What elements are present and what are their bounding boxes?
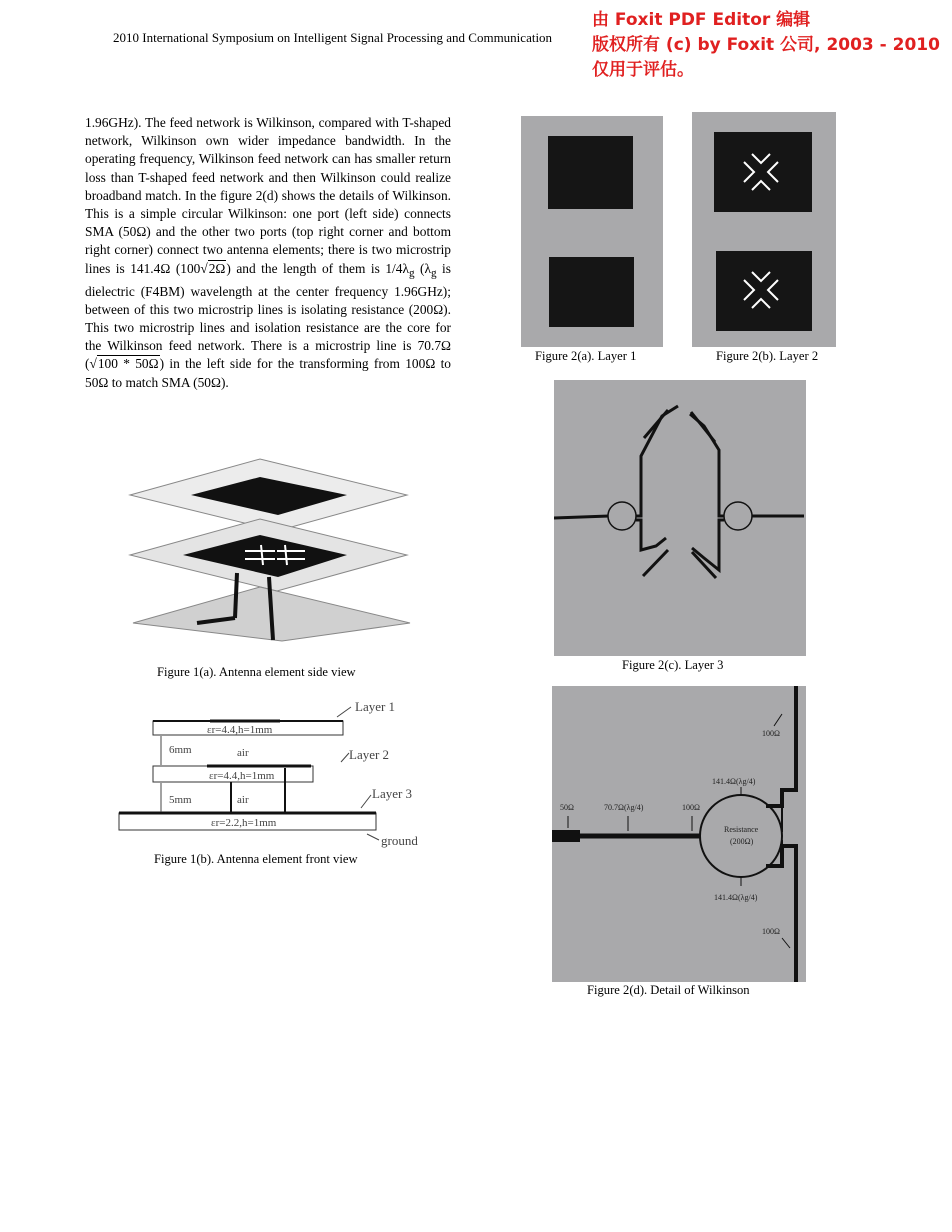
fig1b-front-view <box>115 695 445 855</box>
layer3-label: Layer 3 <box>372 786 413 801</box>
gap-5mm: 5mm <box>169 794 192 806</box>
patch-slotted-bottom <box>716 251 812 331</box>
fig1a-side-view <box>125 455 415 645</box>
label-100-mid: 100Ω <box>682 803 700 812</box>
fig2b-layer2 <box>692 112 836 347</box>
fig1b-caption: Figure 1(b). Antenna element front view <box>154 852 358 866</box>
label-100-top: 100Ω <box>762 729 780 738</box>
patch-slotted-top <box>714 132 812 212</box>
text-part-1: 1.96GHz). The feed network is Wilkinson, compared with T-shaped network, Wilkinson own wider impedance bandwidth. In the operating frequency, Wilkinson feed network can has smaller return loss than T-shaped feed network and then Wilkinson could realize broadband match. In the figure 2(d) shows the details of Wilkinson. This is a simple circular Wilkinson: one port (left side) connects SMA (50Ω) and the other two ports (top right corner and bottom right corner) connect two antenna elements; there is two microstrip lines is 141.4Ω <box>85 115 451 276</box>
resistance-value: (200Ω) <box>730 837 754 846</box>
substrate-3-label: εr=2.2,h=1mm <box>211 817 277 829</box>
layer2-label: Layer 2 <box>349 747 390 762</box>
sqrt-expression: 2Ω <box>208 260 226 276</box>
air-label-2: air <box>237 794 249 806</box>
fig2b-caption: Figure 2(b). Layer 2 <box>716 349 819 363</box>
label-70-7: 70.7Ω(λg/4) <box>604 803 644 812</box>
label-141-top: 141.4Ω(λg/4) <box>712 777 756 786</box>
conference-header: 2010 International Symposium on Intelligent Signal Processing and Communication <box>113 30 553 45</box>
sqrt-expression-2: 100 * 50Ω <box>97 356 159 372</box>
fig2c-layer3 <box>554 380 806 656</box>
label-141-bottom: 141.4Ω(λg/4) <box>714 893 758 902</box>
patch-top <box>548 136 633 209</box>
fig1a-caption: Figure 1(a). Antenna element side view <box>157 665 356 679</box>
label-50: 50Ω <box>560 803 574 812</box>
substrate-1-label: εr=4.4,h=1mm <box>207 724 273 736</box>
fig2d-caption: Figure 2(d). Detail of Wilkinson <box>587 983 750 997</box>
layer1-label: Layer 1 <box>355 699 396 714</box>
gap-6mm: 6mm <box>169 744 192 756</box>
air-label-1: air <box>237 747 249 759</box>
resistance-label: Resistance <box>724 825 759 834</box>
watermark-line-3: 仅用于评估。 <box>592 60 694 80</box>
substrate-2-label: εr=4.4,h=1mm <box>209 770 275 782</box>
foxit-watermark <box>592 8 940 83</box>
fig2c-caption: Figure 2(c). Layer 3 <box>622 658 724 672</box>
fig2a-layer1 <box>521 116 663 347</box>
watermark-line-1: 由 Foxit PDF Editor 编辑 <box>592 10 811 30</box>
body-paragraph: 1.96GHz). The feed network is Wilkinson, compared with T-shaped network, Wilkinson own wider impedance bandwidth. In the operating frequency, Wilkinson feed network can has smaller return loss than T-shaped feed network and then Wilkinson could realize broadband match. In the figure 2(d) shows the details of Wilkinson. This is a simple circular Wilkinson: one port (left side) connects SMA (50Ω) and the other two ports (top right corner and bottom right corner) connect two antenna elements; there is two microstrip lines is 141.4Ω (100√2Ω) and the length of them is $1/4\lambda_g$ ($\lambda_g$ is dielectric (F4BM) wavelength at the center frequency 1.96GHz); between of this two microstrip lines is isolating resistance (200Ω). This two microstrip lines and isolation resistance are the core for the Wilkinson feed network. There is a microstrip line is 70.7Ω (√100 * 50Ω) in the left side for the transforming from 100Ω to 50Ω to match SMA (50Ω). <box>85 115 452 390</box>
label-100-bottom: 100Ω <box>762 927 780 936</box>
patch-bottom <box>549 257 634 327</box>
fig2a-caption: Figure 2(a). Layer 1 <box>535 349 637 363</box>
ground-label: ground <box>381 833 418 848</box>
fig2d-wilkinson <box>552 686 806 982</box>
watermark-line-2: 版权所有 (c) by Foxit 公司, 2003 - 2010 <box>592 35 940 55</box>
